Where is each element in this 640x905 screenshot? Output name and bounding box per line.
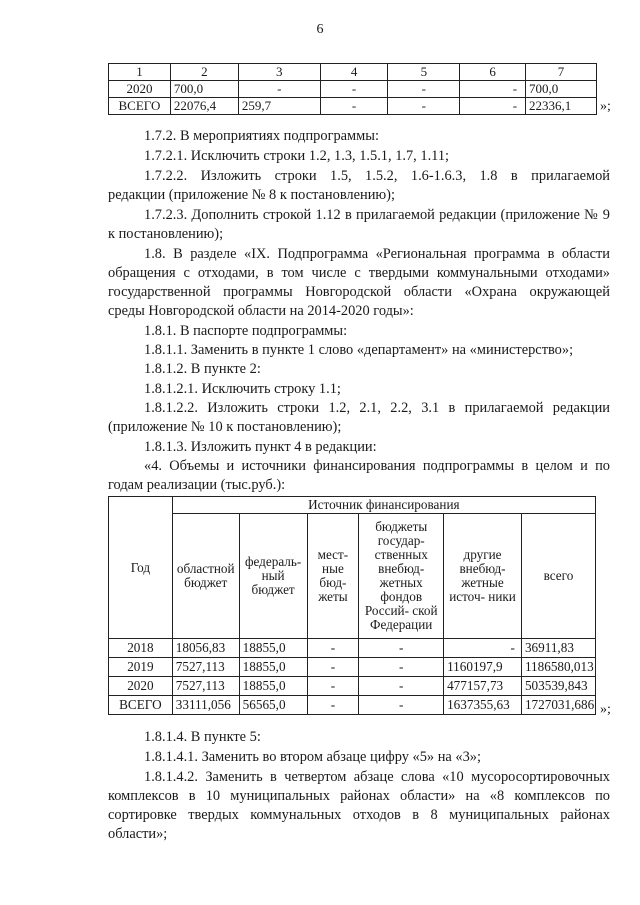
table-cell: -: [359, 677, 444, 696]
table-financing-continuation: [108, 63, 597, 115]
table-cell: -: [307, 677, 359, 696]
header-total: всего: [521, 514, 595, 639]
header-year: Год: [109, 497, 173, 639]
table-cell: -: [359, 696, 444, 715]
header-cell: 7: [526, 64, 597, 81]
paragraph: 1.7.2.2. Изложить строки 1.5, 1.5.2, 1.6-1.6.3, 1.8 в прилагаемой: [144, 168, 610, 184]
header-cell: 5: [388, 64, 460, 81]
table-cell: -: [359, 658, 444, 677]
paragraph: «4. Объемы и источники финансирования подпрограммы в целом и по: [144, 458, 610, 474]
paragraph: 1.7.2.1. Исключить строки 1.2, 1.3, 1.5.1, 1.7, 1.11;: [144, 148, 450, 164]
paragraph: 1.8.1.4. В пункте 5:: [144, 729, 261, 745]
table-cell: 18056,83: [172, 639, 239, 658]
paragraph: обращения с отходами, в том числе с твердыми коммунальными отходами»: [108, 265, 610, 281]
table-cell: 477157,73: [444, 677, 522, 696]
paragraph: 1.7.2. В мероприятиях подпрограммы:: [144, 128, 379, 144]
table-cell: -: [238, 81, 320, 98]
table-cell: 7527,113: [172, 677, 239, 696]
table-cell: 56565,0: [239, 696, 307, 715]
header-source: Источник финансирования: [172, 497, 595, 514]
header-cell: 4: [320, 64, 388, 81]
table-cell: 18855,0: [239, 677, 307, 696]
table-cell: -: [460, 81, 526, 98]
paragraph: 1.7.2.3. Дополнить строкой 1.12 в прилагаемой редакции (приложение № 9: [144, 207, 610, 223]
table-cell: 2018: [109, 639, 173, 658]
table-cell: 33111,056: [172, 696, 239, 715]
paragraph: области»;: [108, 826, 168, 842]
table-row: [109, 81, 597, 98]
paragraph: государственной программы Новгородской области «Охрана окружающей: [108, 284, 610, 300]
header-regional-budget: областной бюджет: [172, 514, 239, 639]
table-cell: 503539,843: [521, 677, 595, 696]
table-cell: ВСЕГО: [109, 696, 173, 715]
table-row: [109, 696, 596, 715]
paragraph: комплексов в 10 муниципальных районах области» на «8 комплексов по: [108, 788, 610, 804]
header-extrabudgetary-funds: бюджеты государ- ственных внебюд- жетных фондов Россий- ской Федерации: [359, 514, 444, 639]
table-cell: 36911,83: [521, 639, 595, 658]
table-cell: -: [359, 639, 444, 658]
paragraph: 1.8.1.2.1. Исключить строку 1.1;: [144, 381, 341, 397]
table-cell: 1160197,9: [444, 658, 522, 677]
header-federal-budget: федераль- ный бюджет: [239, 514, 307, 639]
paragraph: редакции (приложение № 8 к постановлению);: [108, 187, 395, 203]
paragraph: (приложение № 10 к постановлению);: [108, 419, 342, 435]
paragraph: среды Новгородской области на 2014-2020 годы»:: [108, 303, 414, 319]
table-cell: 18855,0: [239, 639, 307, 658]
table-cell: 18855,0: [239, 658, 307, 677]
table-cell: 7527,113: [172, 658, 239, 677]
table-cell: 1637355,63: [444, 696, 522, 715]
paragraph: 1.8.1.2. В пункте 2:: [144, 361, 261, 377]
paragraph: к постановлению);: [108, 226, 224, 242]
table-cell: -: [388, 81, 460, 98]
table-cell: -: [320, 98, 388, 115]
closing-quote: »;: [600, 702, 611, 717]
header-local-budgets: мест- ные бюд- жеты: [307, 514, 359, 639]
table-cell: -: [444, 639, 522, 658]
table-cell: 22076,4: [170, 98, 238, 115]
closing-quote: »;: [600, 99, 611, 114]
table-financing-sources: [108, 496, 596, 715]
table-cell: 2020: [109, 81, 171, 98]
header-cell: 6: [460, 64, 526, 81]
table-cell: -: [307, 658, 359, 677]
table-row: [109, 658, 596, 677]
table-header-row: [109, 497, 596, 514]
table-cell: -: [388, 98, 460, 115]
header-other-sources: другие внебюд- жетные источ- ники: [444, 514, 522, 639]
table-header-row: [109, 514, 596, 639]
table-row: [109, 677, 596, 696]
paragraph: 1.8.1.4.2. Заменить в четвертом абзаце слова «10 мусоросортировочных: [144, 769, 610, 785]
table-cell: -: [307, 696, 359, 715]
table-cell: 259,7: [238, 98, 320, 115]
paragraph: сортировке твердых коммунальных отходов в 8 муниципальных районах: [108, 807, 610, 823]
table-cell: -: [460, 98, 526, 115]
table-cell: 2019: [109, 658, 173, 677]
paragraph: 1.8.1. В паспорте подпрограммы:: [144, 323, 348, 339]
table-header-row: [109, 64, 597, 81]
table-cell: 700,0: [526, 81, 597, 98]
table-cell: 1727031,686: [521, 696, 595, 715]
table-cell: -: [307, 639, 359, 658]
table-cell: 700,0: [170, 81, 238, 98]
header-cell: 3: [238, 64, 320, 81]
table-cell: 22336,1: [526, 98, 597, 115]
paragraph: 1.8.1.2.2. Изложить строки 1.2, 2.1, 2.2, 3.1 в прилагаемой редакции: [144, 400, 610, 416]
paragraph: 1.8.1.1. Заменить в пункте 1 слово «департамент» на «министерство»;: [144, 342, 574, 358]
paragraph: годам реализации (тыс.руб.):: [108, 477, 286, 493]
table-cell: 1186580,013: [521, 658, 595, 677]
table-row: [109, 639, 596, 658]
page-number: 6: [316, 22, 324, 37]
paragraph: 1.8. В разделе «IX. Подпрограмма «Региональная программа в области: [144, 246, 610, 262]
table-cell: -: [320, 81, 388, 98]
table-row: [109, 98, 597, 115]
table-cell: ВСЕГО: [109, 98, 171, 115]
header-cell: 2: [170, 64, 238, 81]
header-cell: 1: [109, 64, 171, 81]
table-cell: 2020: [109, 677, 173, 696]
paragraph: 1.8.1.4.1. Заменить во втором абзаце цифру «5» на «3»;: [144, 749, 481, 765]
paragraph: 1.8.1.3. Изложить пункт 4 в редакции:: [144, 439, 377, 455]
